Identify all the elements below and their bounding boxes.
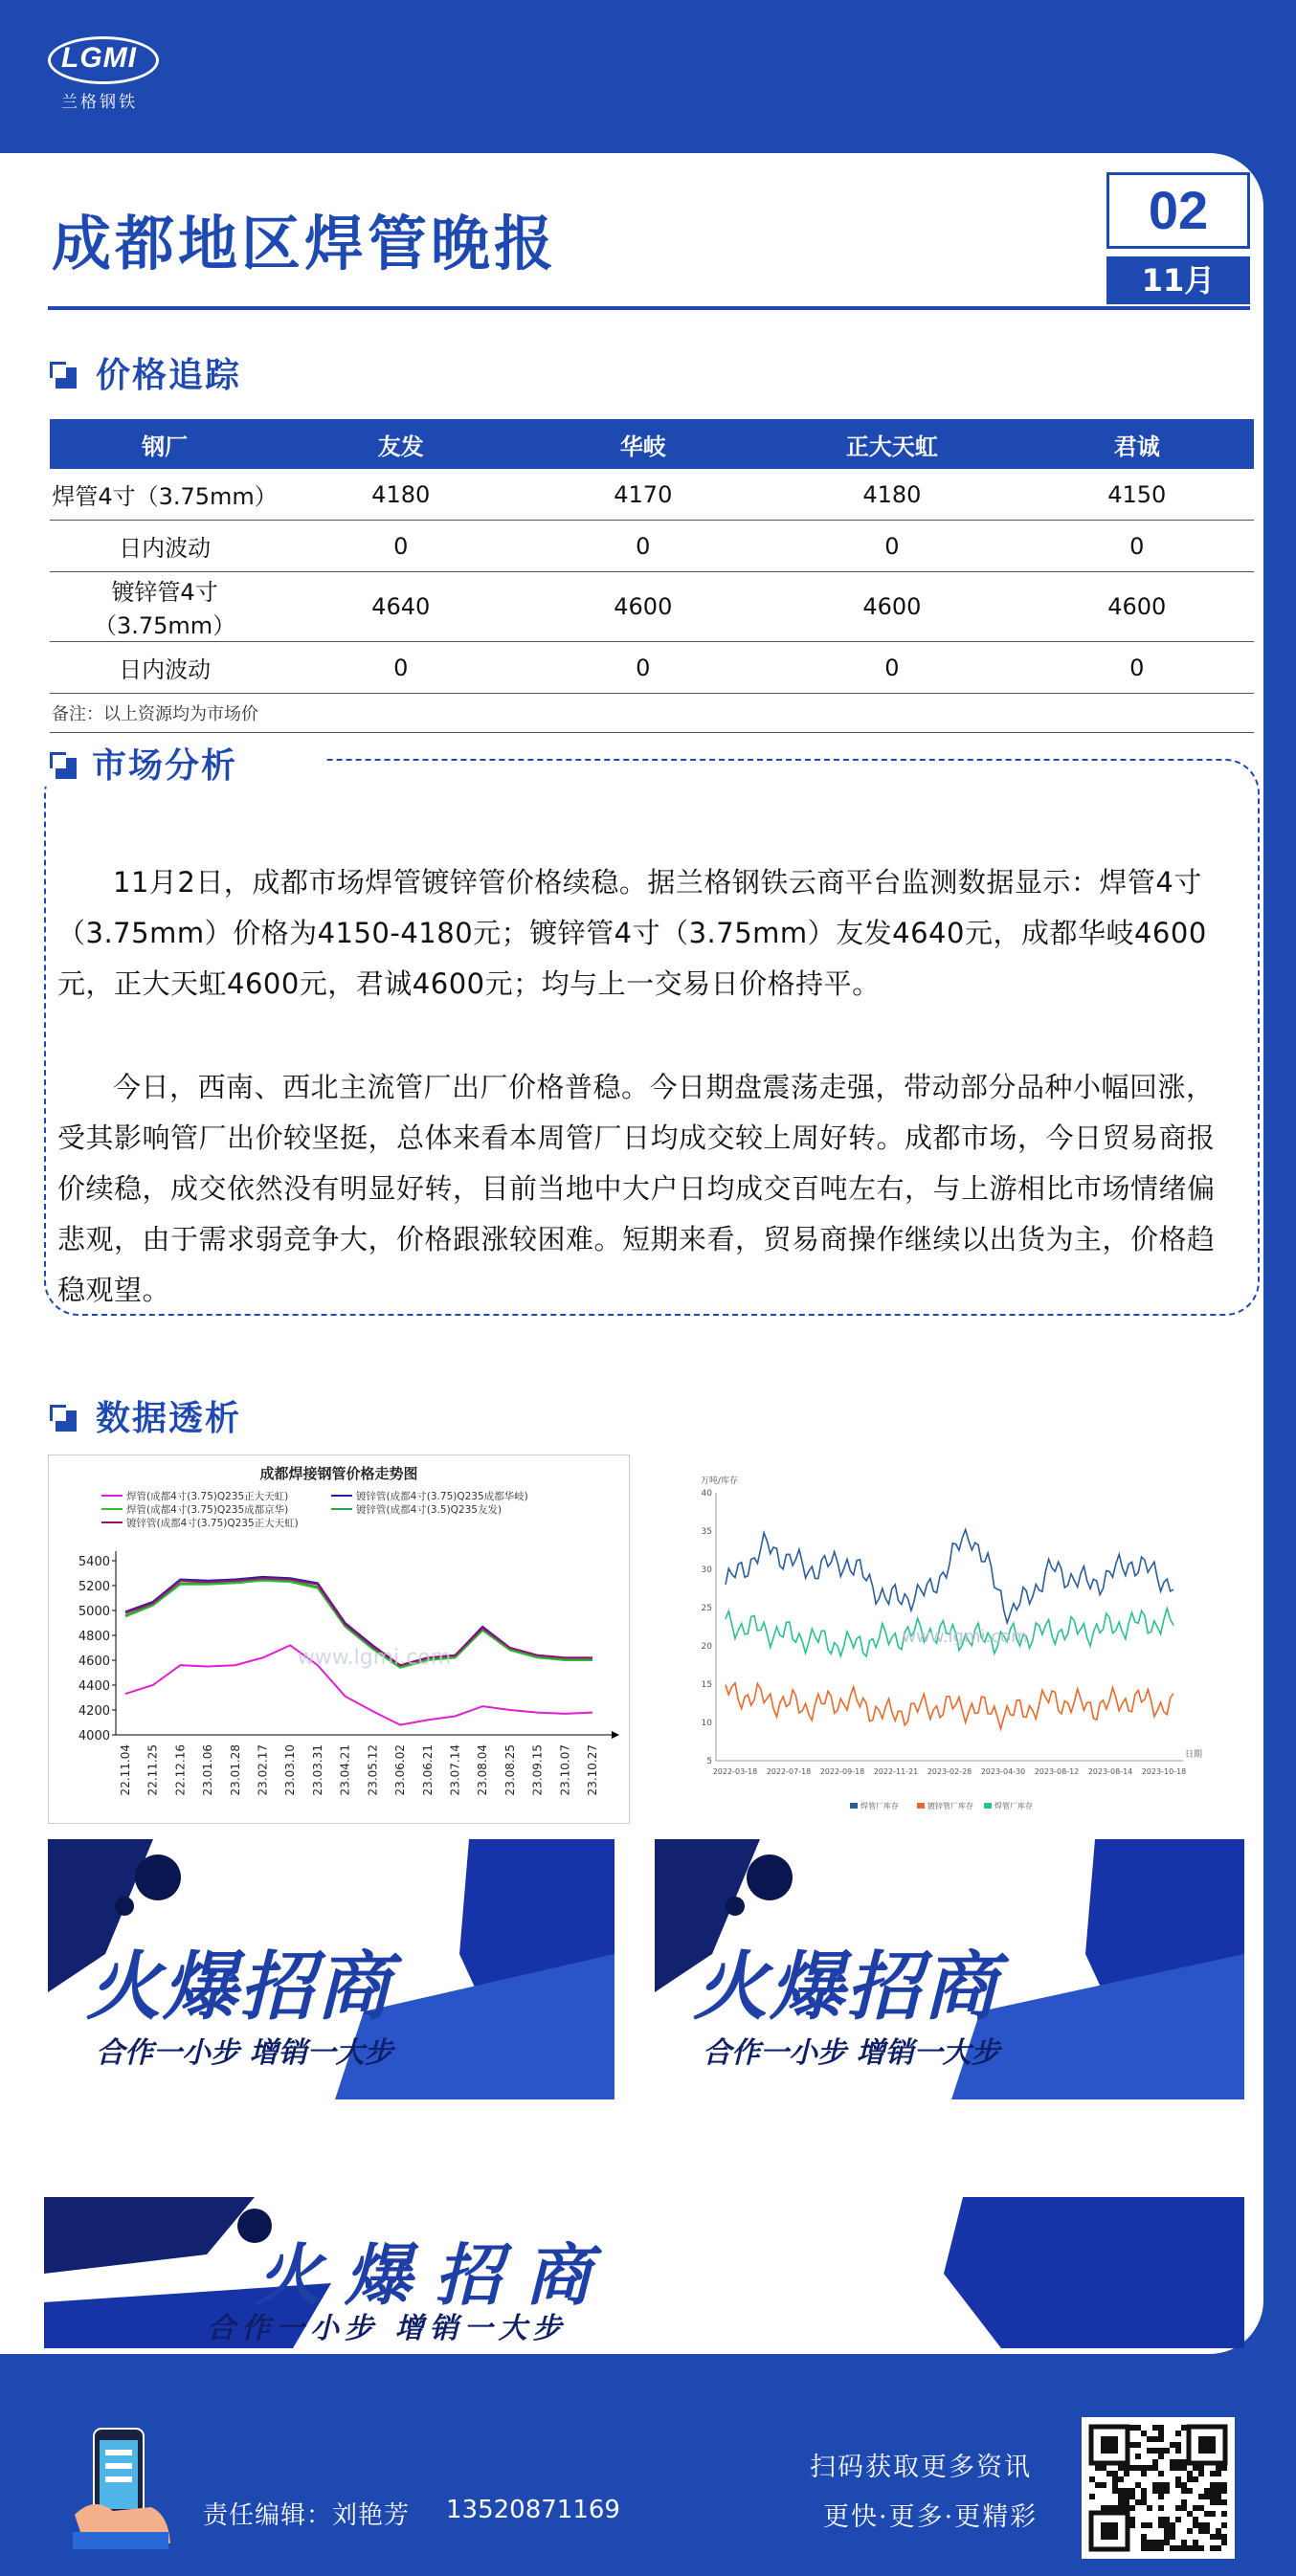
inventory-chart-svg bbox=[687, 1455, 1204, 1822]
legend-swatch bbox=[850, 1803, 858, 1809]
qr-module bbox=[1181, 2459, 1187, 2465]
chart-title: 成都焊接钢管价格走势图 bbox=[259, 1465, 418, 1482]
y-tick-label: 4800 bbox=[78, 1630, 110, 1644]
qr-module bbox=[1141, 2545, 1147, 2551]
qr-module bbox=[1124, 2499, 1129, 2505]
qr-module bbox=[1170, 2459, 1175, 2465]
qr-module bbox=[1175, 2545, 1181, 2551]
qr-module bbox=[1112, 2505, 1118, 2511]
price-trend-chart bbox=[48, 1455, 630, 1824]
banner-title: 火爆招商 bbox=[255, 2236, 614, 2315]
qr-module bbox=[1152, 2488, 1158, 2494]
qr-module bbox=[1129, 2442, 1135, 2448]
qr-module bbox=[1216, 2488, 1221, 2494]
market-paragraph: 11月2日，成都市场焊管镀锌管价格续稳。据兰格钢铁云商平台监测数据显示：焊管4寸（3.75mm）价格为4150-4180元；镀锌管4寸（3.75mm）友发4640元，成都华岐4600元，正大天虹4600元，君诚4600元；均与上一交易日价格持平。 bbox=[57, 866, 1207, 1000]
qr-module bbox=[1210, 2494, 1216, 2499]
qr-module bbox=[1129, 2522, 1135, 2528]
qr-module bbox=[1198, 2494, 1204, 2499]
x-tick-label: 23.01.28 bbox=[228, 1744, 242, 1796]
qr-module bbox=[1089, 2476, 1095, 2482]
qr-module bbox=[1216, 2534, 1221, 2540]
x-tick-label: 2023-02-28 bbox=[927, 1767, 972, 1776]
qr-module bbox=[1170, 2465, 1175, 2471]
qr-module bbox=[1193, 2545, 1198, 2551]
qr-module bbox=[1216, 2482, 1221, 2488]
qr-module bbox=[1129, 2494, 1135, 2499]
qr-module bbox=[1158, 2517, 1164, 2522]
y-tick-label: 35 bbox=[701, 1527, 712, 1537]
x-tick-label: 23.01.06 bbox=[201, 1744, 215, 1796]
qr-module bbox=[1118, 2499, 1124, 2505]
x-tick-label: 23.02.17 bbox=[256, 1744, 270, 1796]
qr-module bbox=[1221, 2499, 1227, 2505]
x-axis-arrow bbox=[612, 1731, 619, 1739]
qr-module bbox=[1141, 2465, 1147, 2471]
legend-entry: 焊管厂库存 bbox=[860, 1802, 899, 1810]
qr-module bbox=[1135, 2442, 1141, 2448]
qr-module bbox=[1181, 2505, 1187, 2511]
promo-banner-wide[interactable] bbox=[44, 2197, 1244, 2348]
qr-module bbox=[1158, 2425, 1164, 2431]
qr-module bbox=[1198, 2471, 1204, 2476]
x-axis-label: 日期 bbox=[1185, 1750, 1203, 1760]
qr-module bbox=[1135, 2454, 1141, 2459]
banner-slogan: 合作一小步 增销一大步 bbox=[207, 2312, 568, 2345]
table-cell: 4640 bbox=[279, 572, 522, 642]
table-cell: 0 bbox=[1019, 521, 1254, 572]
qr-module bbox=[1101, 2482, 1106, 2488]
qr-module bbox=[1112, 2471, 1118, 2476]
header-divider bbox=[48, 306, 1250, 310]
qr-module bbox=[1112, 2488, 1118, 2494]
price-section-heading: 价格追踪 bbox=[96, 356, 242, 395]
table-cell: 焊管4寸（3.75mm） bbox=[50, 469, 279, 521]
table-note: 备注：以上资源均为市场价 bbox=[50, 694, 1254, 733]
banner-title: 火爆招商 bbox=[693, 1944, 1000, 2031]
x-tick-label: 23.03.31 bbox=[310, 1744, 324, 1796]
y-tick-label: 5 bbox=[706, 1757, 712, 1766]
qr-module bbox=[1216, 2545, 1221, 2551]
qr-module bbox=[1141, 2471, 1147, 2476]
editor-phone: 13520871169 bbox=[446, 2496, 620, 2524]
y-tick-label: 5400 bbox=[78, 1555, 110, 1569]
legend-swatch bbox=[984, 1803, 992, 1809]
table-cell: 0 bbox=[279, 642, 522, 694]
qr-module bbox=[1187, 2511, 1193, 2517]
qr-module bbox=[1124, 2488, 1129, 2494]
qr-module bbox=[1158, 2522, 1164, 2528]
qr-module bbox=[1170, 2545, 1175, 2551]
qr-module bbox=[1147, 2522, 1152, 2528]
x-tick-label: 2023-10-18 bbox=[1141, 1767, 1187, 1776]
qr-module bbox=[1175, 2517, 1181, 2522]
qr-module bbox=[1112, 2476, 1118, 2482]
y-tick-label: 10 bbox=[701, 1719, 712, 1728]
qr-module bbox=[1118, 2465, 1124, 2471]
y-tick-label: 20 bbox=[701, 1642, 712, 1652]
qr-module bbox=[1193, 2522, 1198, 2528]
qr-module bbox=[1221, 2488, 1227, 2494]
qr-module bbox=[1158, 2488, 1164, 2494]
qr-module bbox=[1158, 2482, 1164, 2488]
qr-module bbox=[1101, 2505, 1106, 2511]
col-header: 友发 bbox=[279, 419, 522, 469]
price-table bbox=[50, 419, 1254, 733]
x-tick-label: 23.06.02 bbox=[393, 1744, 408, 1796]
qr-module bbox=[1204, 2494, 1210, 2499]
qr-module bbox=[1141, 2494, 1147, 2499]
qr-module bbox=[1175, 2431, 1181, 2436]
qr-module bbox=[1158, 2448, 1164, 2454]
qr-module bbox=[1158, 2431, 1164, 2436]
table-header-row bbox=[50, 419, 1254, 469]
qr-module bbox=[1147, 2545, 1152, 2551]
qr-module bbox=[1141, 2522, 1147, 2528]
legend-entry: 焊管厂库存 bbox=[994, 1802, 1033, 1810]
qr-module bbox=[1152, 2482, 1158, 2488]
qr-module bbox=[1141, 2534, 1147, 2540]
qr-module bbox=[1135, 2465, 1141, 2471]
table-cell: 4600 bbox=[1019, 572, 1254, 642]
y-tick-label: 4600 bbox=[78, 1654, 110, 1669]
legend-entry: 镀锌管(成都4寸(3.75)Q235成都华岐) bbox=[356, 1491, 528, 1502]
x-tick-label: 23.10.27 bbox=[586, 1744, 599, 1796]
x-tick-label: 2022-11-21 bbox=[873, 1767, 919, 1776]
qr-module bbox=[1152, 2465, 1158, 2471]
qr-module bbox=[1187, 2476, 1193, 2482]
phone-hand-illustration bbox=[65, 2419, 180, 2553]
qr-module bbox=[1152, 2545, 1158, 2551]
x-tick-label: 22.11.25 bbox=[145, 1744, 160, 1796]
series-line bbox=[726, 1530, 1173, 1623]
legend-entry: 镀锌管(成都4寸(3.5)Q235友发) bbox=[356, 1504, 503, 1516]
x-tick-label: 2023-08-14 bbox=[1087, 1767, 1133, 1776]
qr-module bbox=[1164, 2528, 1170, 2534]
qr-module bbox=[1187, 2545, 1193, 2551]
y-tick-label: 25 bbox=[701, 1604, 712, 1613]
x-tick-label: 23.08.04 bbox=[476, 1744, 490, 1796]
price-trend-chart-svg bbox=[49, 1455, 629, 1823]
qr-module bbox=[1124, 2465, 1129, 2471]
qr-module bbox=[1181, 2465, 1187, 2471]
x-tick-label: 23.05.12 bbox=[366, 1744, 380, 1796]
logo-text: LGMI bbox=[61, 42, 137, 74]
qr-module bbox=[1164, 2448, 1170, 2454]
x-tick-label: 23.08.25 bbox=[503, 1744, 517, 1796]
x-tick-label: 2022-03-18 bbox=[712, 1767, 758, 1776]
qr-module bbox=[1118, 2505, 1124, 2511]
watermark: www.lgmi.com bbox=[297, 1646, 452, 1670]
qr-module bbox=[1152, 2459, 1158, 2465]
y-tick-label: 5200 bbox=[78, 1580, 110, 1594]
x-tick-label: 23.10.07 bbox=[558, 1744, 572, 1796]
banner-slogan: 合作一小步 增销一大步 bbox=[96, 2036, 393, 2070]
table-cell: 0 bbox=[764, 521, 1019, 572]
x-tick-label: 23.07.14 bbox=[448, 1744, 462, 1796]
qr-module bbox=[1170, 2522, 1175, 2528]
qr-module bbox=[1216, 2471, 1221, 2476]
date-month: 11月 bbox=[1106, 256, 1250, 304]
qr-module bbox=[1170, 2534, 1175, 2540]
qr-module bbox=[1210, 2471, 1216, 2476]
table-row bbox=[50, 572, 1254, 642]
data-section-heading: 数据透析 bbox=[96, 1399, 242, 1438]
qr-module bbox=[1221, 2534, 1227, 2540]
qr-module bbox=[1164, 2522, 1170, 2528]
qr-module bbox=[1181, 2482, 1187, 2488]
qr-module bbox=[1164, 2482, 1170, 2488]
table-note-row bbox=[50, 694, 1254, 733]
qr-module bbox=[1129, 2505, 1135, 2511]
legend-entry: 镀锌管厂库存 bbox=[927, 1802, 973, 1810]
table-cell: 4600 bbox=[522, 572, 764, 642]
qr-module bbox=[1129, 2517, 1135, 2522]
x-tick-label: 23.03.10 bbox=[283, 1744, 298, 1796]
qr-module bbox=[1210, 2482, 1216, 2488]
x-tick-label: 2022-07-18 bbox=[766, 1767, 812, 1776]
promo-banner[interactable] bbox=[655, 1839, 1244, 2099]
qr-module bbox=[1216, 2528, 1221, 2534]
qr-module bbox=[1135, 2482, 1141, 2488]
editor-label: 责任编辑：刘艳芳 bbox=[203, 2501, 411, 2530]
qr-module bbox=[1204, 2522, 1210, 2528]
table-cell: 0 bbox=[764, 642, 1019, 694]
qr-module bbox=[1147, 2436, 1152, 2442]
qr-module bbox=[1216, 2499, 1221, 2505]
qr-finder-core bbox=[1198, 2436, 1216, 2454]
brand-logo bbox=[48, 36, 163, 113]
qr-module bbox=[1198, 2522, 1204, 2528]
qr-module bbox=[1135, 2499, 1141, 2505]
qr-module bbox=[1124, 2505, 1129, 2511]
col-header: 正大天虹 bbox=[764, 419, 1019, 469]
table-cell: 4170 bbox=[522, 469, 764, 521]
x-tick-label: 2023-08-12 bbox=[1034, 1767, 1080, 1776]
qr-module bbox=[1204, 2511, 1210, 2517]
col-header: 钢厂 bbox=[50, 419, 279, 469]
qr-module bbox=[1221, 2482, 1227, 2488]
qr-module bbox=[1147, 2540, 1152, 2545]
qr-module bbox=[1147, 2505, 1152, 2511]
y-tick-label: 40 bbox=[701, 1489, 712, 1499]
qr-module bbox=[1187, 2471, 1193, 2476]
qr-module bbox=[1221, 2540, 1227, 2545]
qr-module bbox=[1124, 2494, 1129, 2499]
table-cell: 4600 bbox=[764, 572, 1019, 642]
qr-module bbox=[1216, 2494, 1221, 2499]
banner-slogan: 合作一小步 增销一大步 bbox=[703, 2036, 1000, 2070]
date-day: 02 bbox=[1106, 172, 1250, 249]
qr-module bbox=[1198, 2505, 1204, 2511]
qr-module bbox=[1158, 2454, 1164, 2459]
logo-subtitle: 兰格钢铁 bbox=[61, 93, 138, 112]
qr-module bbox=[1141, 2540, 1147, 2545]
qr-module bbox=[1135, 2425, 1141, 2431]
qr-module bbox=[1129, 2425, 1135, 2431]
qr-module bbox=[1193, 2465, 1198, 2471]
x-tick-label: 22.11.04 bbox=[119, 1744, 132, 1796]
qr-code[interactable] bbox=[1082, 2417, 1235, 2559]
qr-module bbox=[1129, 2465, 1135, 2471]
qr-module bbox=[1141, 2499, 1147, 2505]
qr-module bbox=[1164, 2517, 1170, 2522]
phone-hand-icon bbox=[65, 2419, 180, 2553]
table-cell: 0 bbox=[522, 521, 764, 572]
qr-module bbox=[1175, 2482, 1181, 2488]
qr-module bbox=[1204, 2528, 1210, 2534]
qr-module bbox=[1118, 2488, 1124, 2494]
qr-finder-core bbox=[1101, 2522, 1118, 2540]
x-tick-label: 23.06.21 bbox=[420, 1744, 435, 1796]
y-tick-label: 5000 bbox=[78, 1605, 110, 1619]
qr-module bbox=[1175, 2442, 1181, 2448]
qr-module bbox=[1141, 2431, 1147, 2436]
table-cell: 0 bbox=[522, 642, 764, 694]
page-title: 成都地区焊管晚报 bbox=[52, 209, 558, 278]
table-row bbox=[50, 642, 1254, 694]
qr-module bbox=[1221, 2511, 1227, 2517]
col-header: 华岐 bbox=[522, 419, 764, 469]
table-cell: 日内波动 bbox=[50, 642, 279, 694]
qr-module bbox=[1095, 2465, 1101, 2471]
market-section-heading: 市场分析 bbox=[92, 746, 238, 786]
qr-module bbox=[1193, 2517, 1198, 2522]
qr-module bbox=[1181, 2545, 1187, 2551]
qr-module bbox=[1187, 2488, 1193, 2494]
qr-module bbox=[1101, 2465, 1106, 2471]
table-cell: 镀锌管4寸（3.75mm） bbox=[50, 572, 279, 642]
qr-module bbox=[1198, 2465, 1204, 2471]
table-row bbox=[50, 521, 1254, 572]
qr-module bbox=[1129, 2488, 1135, 2494]
qr-module bbox=[1193, 2476, 1198, 2482]
y-tick-label: 4200 bbox=[78, 1704, 110, 1719]
qr-module bbox=[1175, 2505, 1181, 2511]
x-tick-label: 23.09.15 bbox=[530, 1744, 545, 1796]
qr-module bbox=[1210, 2499, 1216, 2505]
x-tick-label: 2023-04-30 bbox=[980, 1767, 1026, 1776]
qr-module bbox=[1187, 2528, 1193, 2534]
qr-module bbox=[1170, 2528, 1175, 2534]
qr-module bbox=[1112, 2482, 1118, 2488]
qr-module bbox=[1106, 2505, 1112, 2511]
qr-module bbox=[1175, 2448, 1181, 2454]
qr-module bbox=[1181, 2425, 1187, 2431]
table-cell: 4180 bbox=[764, 469, 1019, 521]
qr-module bbox=[1158, 2505, 1164, 2511]
legend-swatch bbox=[917, 1803, 925, 1809]
y-tick-label: 30 bbox=[701, 1566, 712, 1575]
y-tick-label: 15 bbox=[701, 1680, 712, 1690]
qr-module bbox=[1175, 2476, 1181, 2482]
qr-module bbox=[1210, 2534, 1216, 2540]
qr-module bbox=[1170, 2442, 1175, 2448]
table-cell: 4150 bbox=[1019, 469, 1254, 521]
qr-module bbox=[1210, 2511, 1216, 2517]
table-cell: 4180 bbox=[279, 469, 522, 521]
table-cell: 0 bbox=[279, 521, 522, 572]
qr-module bbox=[1221, 2465, 1227, 2471]
qr-module bbox=[1164, 2488, 1170, 2494]
qr-module bbox=[1164, 2534, 1170, 2540]
x-tick-label: 23.04.21 bbox=[338, 1744, 352, 1796]
y-tick-label: 4400 bbox=[78, 1679, 110, 1694]
qr-module bbox=[1147, 2448, 1152, 2454]
inventory-chart bbox=[687, 1455, 1204, 1822]
qr-module bbox=[1221, 2522, 1227, 2528]
qr-module bbox=[1181, 2488, 1187, 2494]
qr-module bbox=[1216, 2465, 1221, 2471]
x-tick-label: 2022-09-18 bbox=[819, 1767, 865, 1776]
qr-module bbox=[1158, 2471, 1164, 2476]
qr-module bbox=[1152, 2540, 1158, 2545]
qr-module bbox=[1158, 2436, 1164, 2442]
qr-module bbox=[1118, 2494, 1124, 2499]
qr-module bbox=[1193, 2505, 1198, 2511]
qr-module bbox=[1147, 2465, 1152, 2471]
qr-module bbox=[1152, 2448, 1158, 2454]
qr-module bbox=[1210, 2545, 1216, 2551]
qr-caption-2: 更快·更多·更精彩 bbox=[823, 2502, 1039, 2532]
qr-module bbox=[1141, 2488, 1147, 2494]
qr-module bbox=[1158, 2540, 1164, 2545]
qr-module bbox=[1158, 2545, 1164, 2551]
qr-module bbox=[1175, 2459, 1181, 2465]
qr-code-image bbox=[1082, 2417, 1235, 2559]
qr-module bbox=[1106, 2471, 1112, 2476]
table-cell: 0 bbox=[1019, 642, 1254, 694]
y-tick-label: 4000 bbox=[78, 1729, 110, 1743]
banner-title: 火爆招商 bbox=[86, 1944, 393, 2031]
qr-module bbox=[1210, 2488, 1216, 2494]
qr-module bbox=[1158, 2494, 1164, 2499]
y-axis-label: 万吨/库存 bbox=[701, 1477, 739, 1486]
qr-module bbox=[1095, 2482, 1101, 2488]
table-row bbox=[50, 469, 1254, 521]
legend-entry: 焊管(成都4寸(3.75)Q235正大天虹) bbox=[126, 1491, 289, 1502]
col-header: 君诚 bbox=[1019, 419, 1254, 469]
qr-finder-core bbox=[1101, 2436, 1118, 2454]
qr-module bbox=[1152, 2425, 1158, 2431]
market-paragraph: 今日，西南、西北主流管厂出厂价格普稳。今日期盘震荡走强，带动部分品种小幅回涨，受其影响管厂出价较坚挺，总体来看本周管厂日均成交较上周好转。成都市场，今日贸易商报价续稳，成交依然没有明显好转，目前当地中大户日均成交百吨左右，与上游相比市场情绪偏悲观，由于需求弱竞争大，价格跟涨较困难。短期来看，贸易商操作继续以出货为主，价格趋稳观望。 bbox=[57, 1071, 1216, 1306]
qr-caption-1: 扫码获取更多资讯 bbox=[810, 2453, 1032, 2482]
promo-banner[interactable] bbox=[48, 1839, 614, 2099]
qr-module bbox=[1175, 2465, 1181, 2471]
watermark: www.lgmi.com bbox=[902, 1627, 1028, 1647]
qr-module bbox=[1198, 2545, 1204, 2551]
qr-module bbox=[1181, 2540, 1187, 2545]
qr-module bbox=[1204, 2488, 1210, 2494]
qr-module bbox=[1198, 2528, 1204, 2534]
qr-module bbox=[1193, 2540, 1198, 2545]
qr-module bbox=[1181, 2499, 1187, 2505]
series-line bbox=[726, 1683, 1173, 1729]
table-cell: 日内波动 bbox=[50, 521, 279, 572]
qr-module bbox=[1152, 2436, 1158, 2442]
x-tick-label: 22.12.16 bbox=[173, 1744, 188, 1796]
qr-module bbox=[1089, 2494, 1095, 2499]
qr-module bbox=[1164, 2540, 1170, 2545]
legend-entry: 焊管(成都4寸(3.75)Q235成都京华) bbox=[126, 1504, 289, 1516]
qr-module bbox=[1118, 2476, 1124, 2482]
qr-module bbox=[1124, 2471, 1129, 2476]
legend-entry: 镀锌管(成都4寸(3.75)Q235正大天虹) bbox=[126, 1518, 299, 1529]
